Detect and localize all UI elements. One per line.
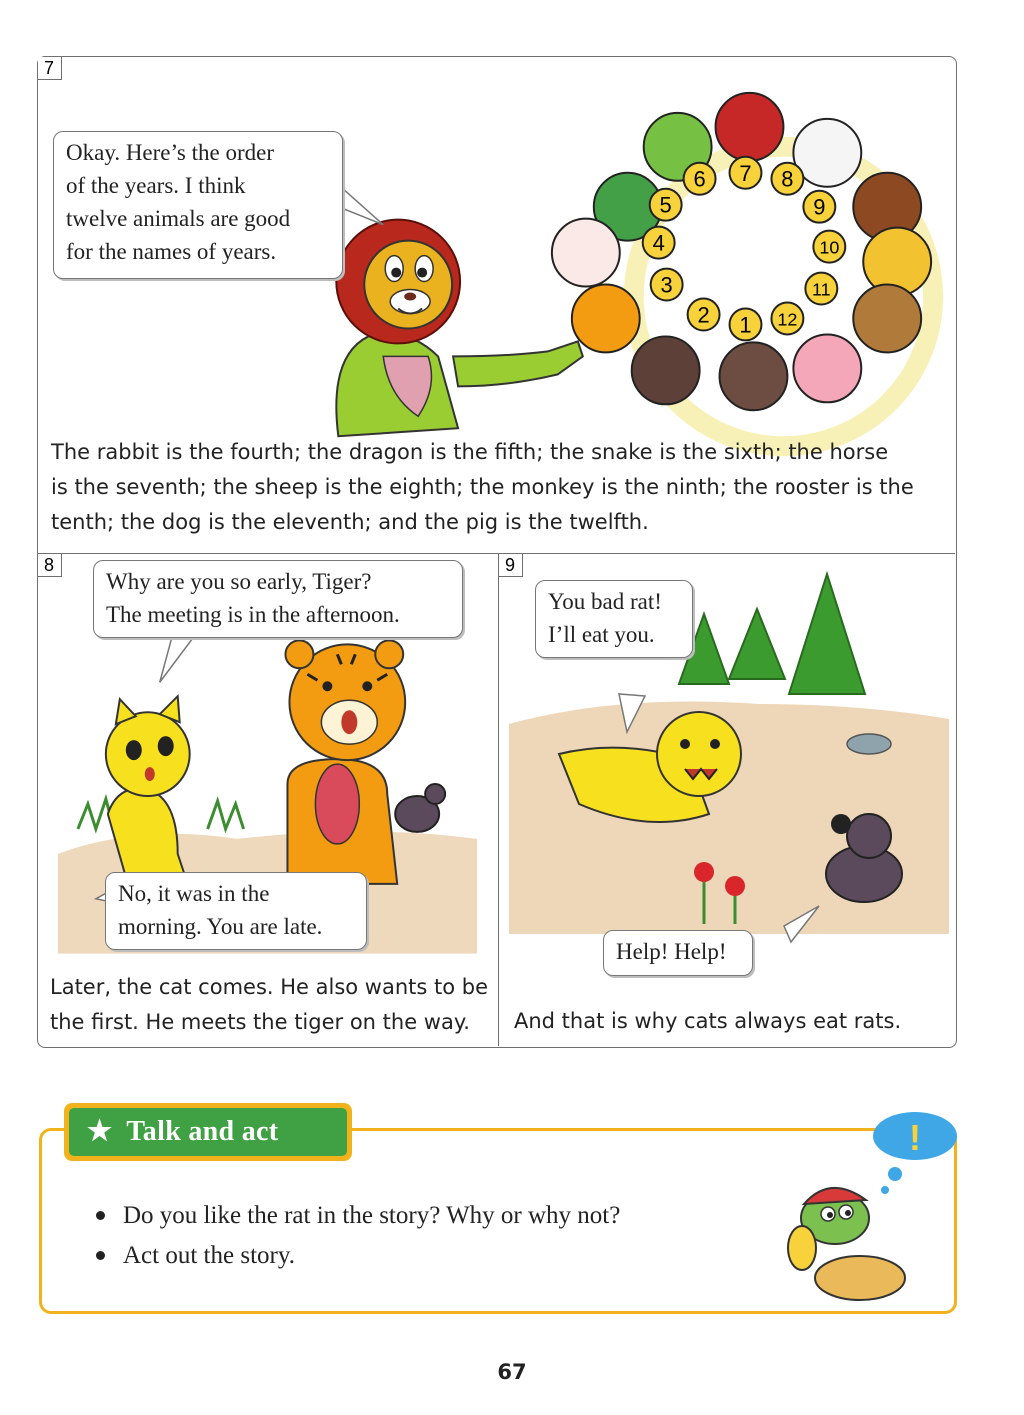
- comic-strip: [37, 56, 957, 1048]
- panel-number-9: 9: [499, 554, 523, 577]
- lion-speech-bubble: Okay. Here’s the order of the years. I think twelve animals are good for the names of years.: [53, 131, 343, 279]
- panel-7-caption: The rabbit is the fourth; the dragon is the fifth; the snake is the sixth; the horse is the seventh; the sheep is the eighth; the monkey is the ninth; the rooster is the tenth; the dog is the eleventh; and the pig is the twelfth.: [51, 440, 914, 534]
- svg-text:2: 2: [697, 302, 710, 328]
- zodiac-wheel-illustration: [552, 93, 933, 446]
- lion-illustration: [336, 220, 583, 437]
- panel-9: [499, 554, 955, 1046]
- number-coin-6: [684, 163, 716, 195]
- list-item: Do you like the rat in the story? Why or why not?: [96, 1196, 620, 1236]
- tiger-speech-bubble: No, it was in the morning. You are late.: [105, 872, 367, 950]
- number-coin-2: [688, 299, 720, 331]
- svg-text:7: 7: [739, 160, 752, 186]
- thought-bubble-icon: [873, 1112, 957, 1194]
- talk-and-act-heading: [69, 1108, 347, 1156]
- pine-tree-illustrations: [679, 574, 865, 694]
- number-coin-8: [771, 163, 803, 195]
- bullet-icon: [96, 1251, 105, 1260]
- panel-9-caption: And that is why cats always eat rats.: [514, 1009, 902, 1033]
- number-coin-9: [803, 191, 835, 223]
- page-number: 67: [497, 1360, 527, 1384]
- svg-text:5: 5: [659, 192, 672, 218]
- talk-and-act-tab: [64, 1103, 352, 1161]
- svg-text:4: 4: [652, 230, 665, 256]
- talk-and-act-list: [96, 1196, 620, 1276]
- svg-text:11: 11: [812, 279, 831, 300]
- number-coin-4: [643, 227, 675, 259]
- talk-and-act-title: Talk and act: [126, 1116, 279, 1147]
- panel-8: [38, 554, 499, 1046]
- panel-number-8: 8: [38, 554, 62, 577]
- number-coin-10: [813, 231, 845, 263]
- cat-speech-bubble: Why are you so early, Tiger? The meeting is in the afternoon.: [93, 560, 463, 638]
- svg-text:10: 10: [819, 237, 840, 258]
- star-icon: ★: [87, 1116, 113, 1147]
- number-coin-1: [730, 308, 762, 340]
- number-coin-5: [650, 189, 682, 221]
- svg-text:6: 6: [693, 166, 706, 192]
- panel-7: [38, 57, 955, 554]
- svg-text:9: 9: [813, 194, 826, 220]
- bullet-icon: [96, 1211, 105, 1220]
- panel-8-caption: Later, the cat comes. He also wants to be the first. He meets the tiger on the way.: [50, 975, 488, 1034]
- number-coin-7: [730, 157, 762, 189]
- list-item: Act out the story.: [96, 1236, 620, 1276]
- svg-text:8: 8: [781, 166, 794, 192]
- svg-text:3: 3: [660, 272, 673, 298]
- svg-text:1: 1: [739, 312, 752, 338]
- svg-text:!: !: [909, 1117, 921, 1158]
- tiger-illustration: [285, 640, 405, 883]
- rat-illustration: [395, 784, 445, 832]
- number-coin-11: [805, 273, 837, 305]
- turtle-icon: [788, 1188, 905, 1300]
- number-coin-3: [651, 269, 683, 301]
- turtle-mascot-illustration: [770, 1108, 970, 1308]
- cat-threat-bubble: You bad rat! I’ll eat you.: [535, 580, 693, 658]
- svg-text:12: 12: [777, 309, 798, 330]
- panel-number-7: 7: [38, 57, 62, 80]
- rat-help-bubble: Help! Help!: [603, 930, 753, 976]
- number-coin-12: [771, 303, 803, 335]
